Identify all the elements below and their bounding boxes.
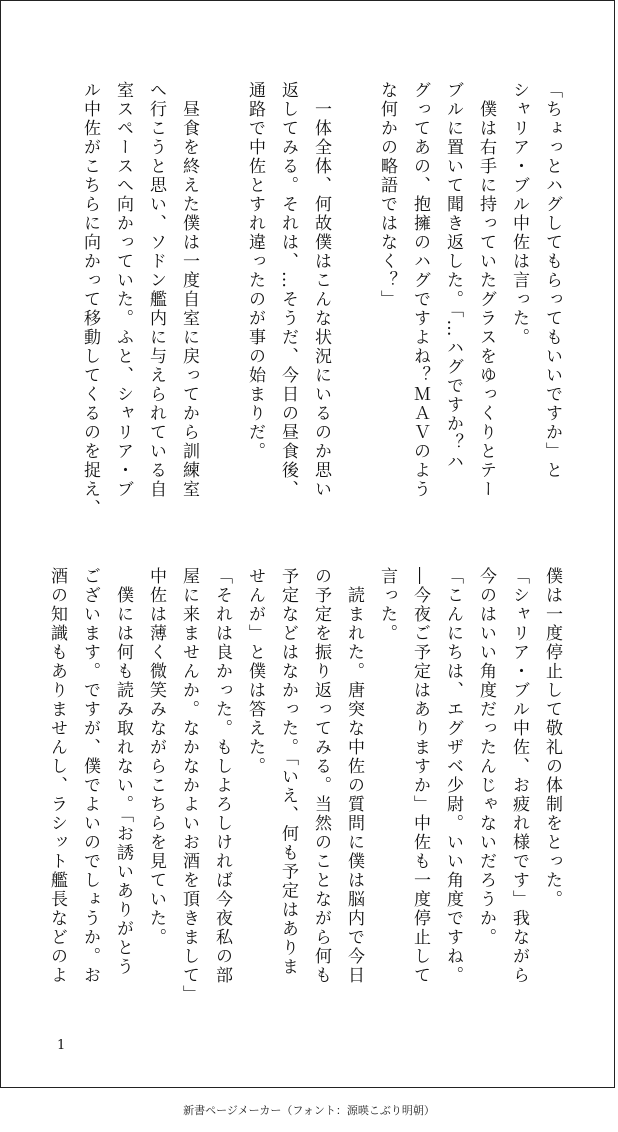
page-number: 1 [57,1038,66,1053]
text-block-top: 「ちょっとハグしてもらってもいいですか」と シャリア・ブル中佐は言った。 僕は右手に持っていたグラスをゆっくりとテー ブルに置いて聞き返した。「…ハグですか？ハ グってあの、抱擁のハグですよね？ＭＡＶのよう な何かの略語ではなく？」 一体全体、何故僕はこんな状況にいるのか思い 返してみる。それは、…そうだ、今日の昼食後、 通路で中佐とすれ違ったのが事の始まりだ。 昼食を終えた僕は一度自室に戻ってから訓練室 へ行こうと思い、ソドン艦内に与えられている自 室スペースへ向かっていた。ふと、シャリア・ブ ル中佐がこちらに向かって移動してくるのを捉え、 [80,81,562,518]
text-block-bottom: 僕は一度停止して敬礼の体制をとった。 「シャリア・ブル中佐、お疲れ様です」我ながら 今のはいい角度だったんじゃないだろうか。 「こんにちは、エグザベ少尉。いい角度ですね。 ―今夜ご予定はありますか」中佐も一度停止して 言った。 読まれた。唐突な中佐の質問に僕は脳内で今日 の予定を振り返ってみる。当然のことながら何も 予定などはなかった。「いえ、何も予定はありま せんが」と僕は答えた。 「それは良かった。もしよろしければ今夜私の部 屋に来ませんか。なかなかよいお酒を頂きまして」 中佐は薄く微笑みながらこちらを見ていた。 僕には何も読み取れない。「お誘いありがとう ございます。ですが、僕でよいのでしょうか。お 酒の知識もありませんし、ラシット艦長などのよ [47,567,562,1004]
footer-caption: 新書ページメーカー（フォント：源暎こぶり明朝） [183,1104,435,1117]
